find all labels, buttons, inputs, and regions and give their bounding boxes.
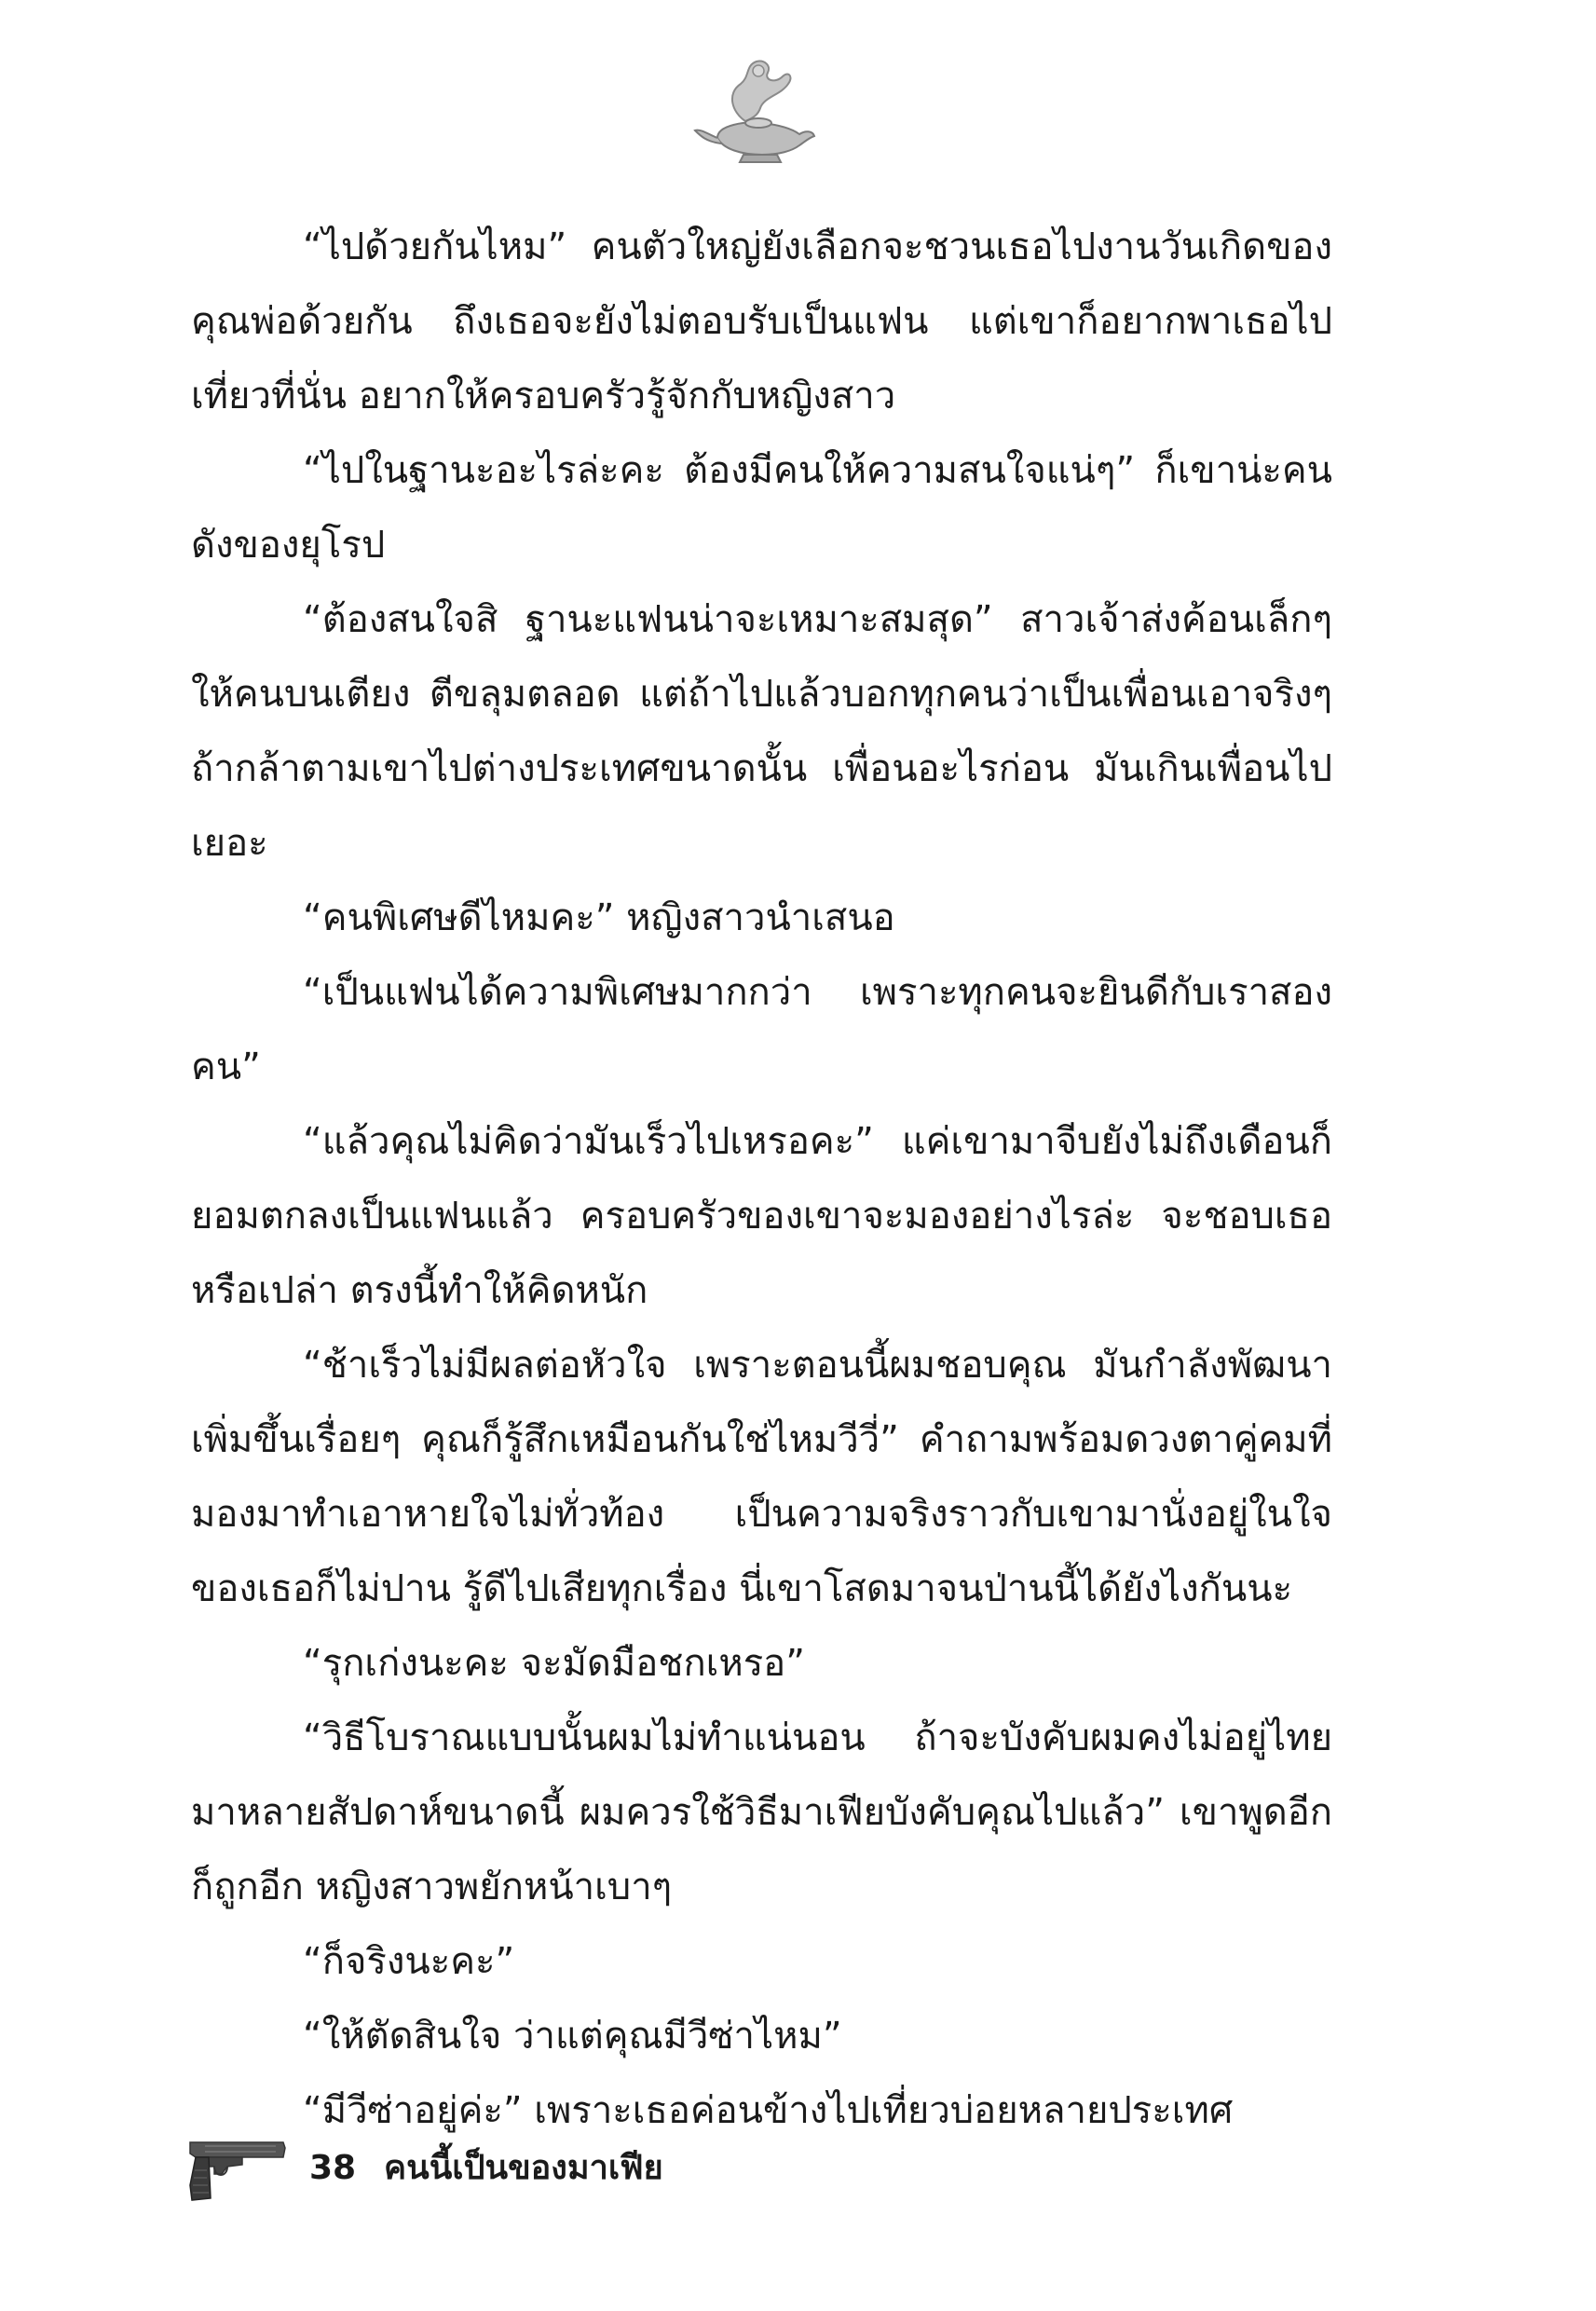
pistol-icon xyxy=(186,2129,289,2204)
paragraph: “วิธีโบราณแบบนั้นผมไม่ทำแน่นอน ถ้าจะบังคับผมคงไม่อยู่ไทยมาหลายสัปดาห์ขนาดนี้ ผมควรใช้วิธีมาเฟียบังคับคุณไปแล้ว” เขาพูดอีกก็ถูกอีก หญิงสาวพยักหน้าเบาๆ xyxy=(191,1716,1332,1908)
paragraph: “ต้องสนใจสิ ฐานะแฟนน่าจะเหมาะสมสุด” สาวเจ้าส่งค้อนเล็กๆให้คนบนเตียง ตีขลุมตลอด แต่ถ้าไปแล้วบอกทุกคนว่าเป็นเพื่อนเอาจริงๆ ถ้ากล้าตามเขาไปต่างประเทศขนาดนั้น เพื่อนอะไรก่อน มันเกินเพื่อนไปเยอะ xyxy=(191,598,1332,865)
paragraph: “เป็นแฟนได้ความพิเศษมากกว่า เพราะทุกคนจะยินดีกับเราสองคน” xyxy=(191,971,1332,1088)
paragraph: “ให้ตัดสินใจ ว่าแต่คุณมีวีซ่าไหม” xyxy=(303,2015,842,2058)
paragraph: “ไปในฐานะอะไรล่ะคะ ต้องมีคนให้ความสนใจแน่ๆ” ก็เขาน่ะคนดังของยุโรป xyxy=(191,449,1332,567)
paragraph: “ไปด้วยกันไหม” คนตัวใหญ่ยังเลือกจะชวนเธอไปงานวันเกิดของคุณพ่อด้วยกัน ถึงเธอจะยังไม่ตอบรับเป็นแฟน แต่เขาก็อยากพาเธอไปเที่ยวที่นั่น อยากให้ครอบครัวรู้จักกับหญิงสาว xyxy=(191,226,1332,417)
paragraph: “ช้าเร็วไม่มีผลต่อหัวใจ เพราะตอนนี้ผมชอบคุณ มันกำลังพัฒนาเพิ่มขึ้นเรื่อยๆ คุณก็รู้สึกเหมือนกันใช่ไหมวีวี่” คำถามพร้อมดวงตาคู่คมที่มองมาทำเอาหายใจไม่ทั่วท้อง เป็นความจริงราวกับเขามานั่งอยู่ในใจของเธอก็ไม่ปาน รู้ดีไปเสียทุกเรื่อง นี่เขาโสดมาจนป่านนี้ได้ยังไงกันนะ xyxy=(191,1344,1332,1610)
paragraph: “รุกเก่งนะคะ จะมัดมือชกเหรอ” xyxy=(303,1642,805,1685)
page-number: 38 xyxy=(309,2149,357,2187)
paragraph: “คนพิเศษดีไหมคะ” หญิงสาวนำเสนอ xyxy=(303,896,895,939)
paragraph: “แล้วคุณไม่คิดว่ามันเร็วไปเหรอคะ” แค่เขามาจีบยังไม่ถึงเดือนก็ยอมตกลงเป็นแฟนแล้ว ครอบครัวของเขาจะมองอย่างไรล่ะ จะชอบเธอหรือเปล่า ตรงนี้ทำให้คิดหนัก xyxy=(191,1120,1332,1312)
genie-lamp-icon xyxy=(689,56,820,168)
paragraph: “ก็จริงนะคะ” xyxy=(303,1940,515,1983)
book-title: คนนี้เป็นของมาเฟีย xyxy=(384,2149,663,2187)
page-footer xyxy=(186,2129,1025,2222)
body-text xyxy=(191,210,1332,2148)
paragraph: “มีวีซ่าอยู่ค่ะ” เพราะเธอค่อนข้างไปเที่ยวบ่อยหลายประเทศ xyxy=(303,2089,1234,2132)
